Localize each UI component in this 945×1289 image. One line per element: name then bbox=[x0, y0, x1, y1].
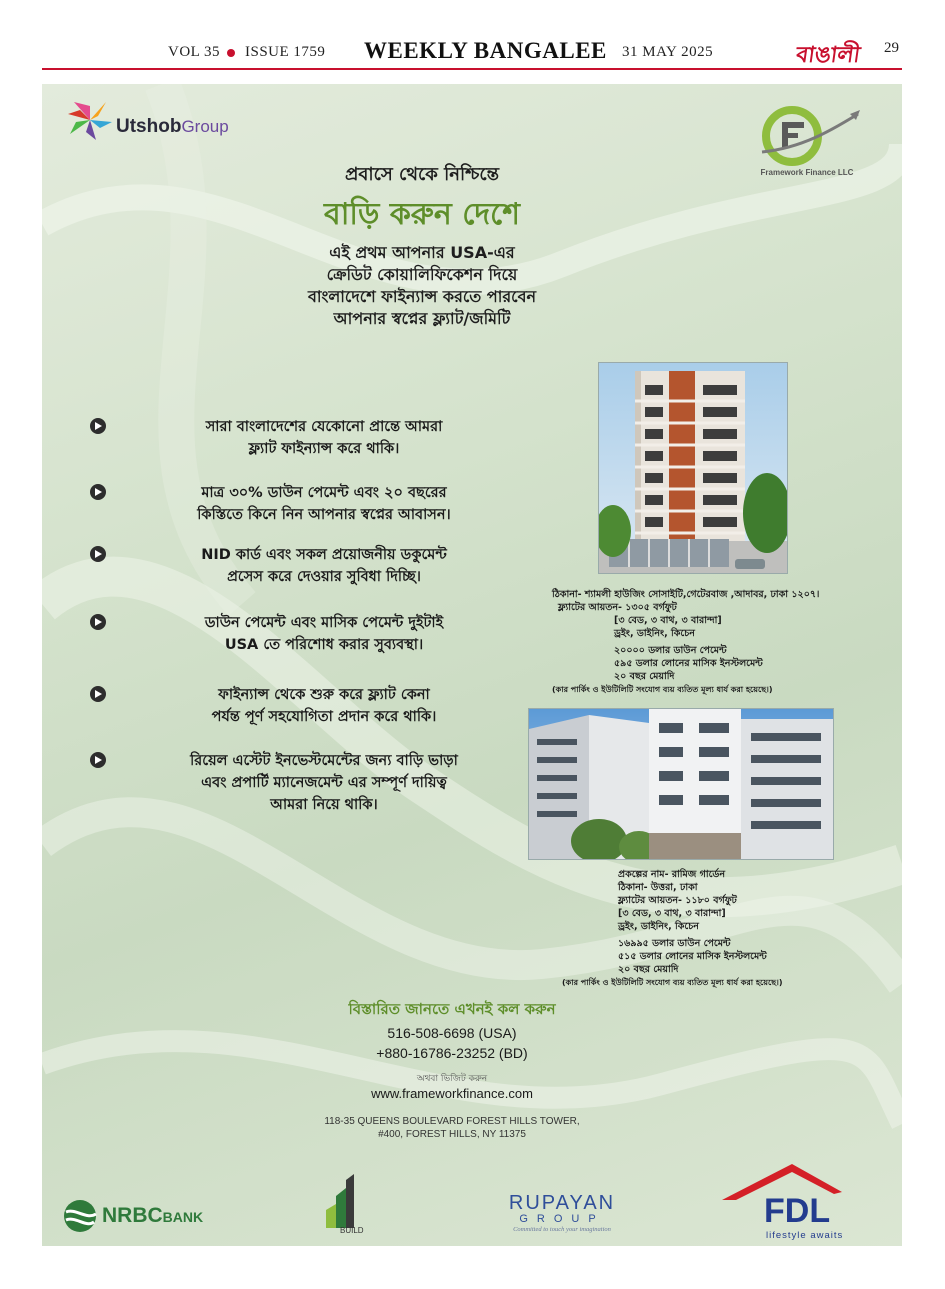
feature-line: কিস্তিতে কিনে নিন আপনার স্বপ্নের আবাসন। bbox=[197, 507, 451, 523]
building-photo-ramij-garden bbox=[528, 708, 834, 860]
project2-term: ২০ বছর মেয়াদি bbox=[618, 964, 679, 975]
subhead bbox=[242, 242, 602, 330]
project1-term: ২০ বছর মেয়াদি bbox=[614, 671, 675, 682]
nrbc-text: NRBC bbox=[102, 1204, 163, 1227]
project1-size: ফ্ল্যাটের আয়তন- ১৩০৫ বর্গফুট bbox=[558, 602, 677, 613]
feature-line: এবং প্রপার্টি ম্যানেজমেন্ট এর সম্পূর্ণ দায়িত্ব bbox=[201, 775, 447, 791]
building-photo-shyamoli bbox=[598, 362, 788, 574]
call-to-action: বিস্তারিত জানতে এখনই কল করুন bbox=[348, 1000, 556, 1018]
bangalee-logo: বাঙালী bbox=[794, 43, 862, 68]
project1-installment: ৫৯৫ ডলার লোনের মাসিক ইনস্টলমেন্ট bbox=[614, 658, 763, 669]
feature-line: রিয়েল এস্টেট ইনভেস্টমেন্টের জন্য বাড়ি ভাড়া bbox=[190, 753, 458, 769]
feature-line: পর্যন্ত পূর্ণ সহযোগিতা প্রদান করে থাকি। bbox=[211, 709, 437, 725]
project2-address: ঠিকানা- উত্তরা, ঢাকা bbox=[618, 882, 698, 893]
separator-dot-icon bbox=[227, 49, 235, 57]
fdl-text: FDL bbox=[764, 1192, 831, 1230]
project1-details bbox=[552, 588, 819, 696]
subhead-line: ক্রেডিট কোয়ালিফিকেশন দিয়ে bbox=[326, 265, 518, 284]
project2-amenities: ড্রইং, ডাইনিং, কিচেন bbox=[618, 921, 699, 932]
feature-line: সারা বাংলাদেশের যেকোনো প্রান্তে আমরা bbox=[205, 419, 443, 435]
project1-note: (কার পার্কিং ও ইউটিলিটি সংযোগ ব্যয় ব্যতিত মূল্য ধার্য করা হয়েছে।) bbox=[552, 685, 773, 694]
feature-item bbox=[92, 416, 532, 460]
utshob-logo-text: Utshob bbox=[116, 116, 182, 137]
utshob-logo-suffix: Group bbox=[181, 117, 229, 136]
project2-installment: ৫১৫ ডলার লোনের মাসিক ইনস্টলমেন্ট bbox=[618, 951, 767, 962]
project2-name: প্রকল্পের নাম- রামিজ গার্ডেন bbox=[618, 869, 726, 880]
subhead-line: বাংলাদেশে ফাইন্যান্স করতে পারবেন bbox=[307, 287, 537, 306]
arrow-bullet-icon bbox=[90, 546, 106, 562]
project2-downpayment: ১৬৯৯৫ ডলার ডাউন পেমেন্ট bbox=[618, 938, 731, 949]
rupayan-group-logo bbox=[482, 1192, 642, 1242]
fdl-logo bbox=[722, 1162, 872, 1242]
headline-small: প্রবাসে থেকে নিশ্চিন্তে bbox=[344, 164, 500, 185]
feature-line: মাত্র ৩০% ডাউন পেমেন্ট এবং ২০ বছরের bbox=[201, 485, 447, 501]
feature-line: ডাউন পেমেন্ট এবং মাসিক পেমেন্ট দুইটাই bbox=[204, 615, 444, 631]
arrow-bullet-icon bbox=[90, 484, 106, 500]
nrbc-bank-logo bbox=[62, 1196, 242, 1236]
arrow-bullet-icon bbox=[90, 686, 106, 702]
nrbc-suffix: BANK bbox=[162, 1209, 204, 1225]
arrow-bullet-icon bbox=[90, 418, 106, 434]
feature-line: NID কার্ড এবং সকল প্রয়োজনীয় ডকুমেন্ট bbox=[201, 547, 447, 563]
project2-note: (কার পার্কিং ও ইউটিলিটি সংযোগ ব্যয় ব্যতিত মূল্য ধার্য করা হয়েছে।) bbox=[562, 978, 783, 987]
volume-label: VOL 35 bbox=[168, 44, 221, 60]
project1-downpayment: ২০০০০ ডলার ডাউন পেমেন্ট bbox=[614, 645, 727, 656]
nrbc-globe-icon bbox=[62, 1198, 98, 1234]
project2-size: ফ্ল্যাটের আয়তন- ১১৮০ বর্গফুট bbox=[618, 895, 737, 906]
rupayan-subtext: GROUP bbox=[519, 1213, 605, 1225]
contact-block bbox=[242, 998, 662, 1141]
masthead-rule bbox=[42, 68, 902, 70]
masthead bbox=[0, 0, 945, 70]
build-text: BUILD bbox=[340, 1226, 364, 1235]
project2-details bbox=[562, 868, 783, 989]
arrow-bullet-icon bbox=[90, 752, 106, 768]
project2-rooms: [৩ বেড, ৩ বাথ, ৩ বারান্দা] bbox=[618, 908, 726, 919]
feature-item bbox=[92, 750, 532, 816]
address bbox=[242, 1115, 662, 1141]
feature-item bbox=[92, 544, 532, 588]
pinwheel-icon bbox=[66, 98, 114, 142]
framework-finance-caption: Framework Finance LLC bbox=[760, 168, 854, 177]
feature-line: আমরা নিয়ে থাকি। bbox=[270, 797, 378, 813]
issue-date: 31 MAY 2025 bbox=[622, 44, 714, 60]
project1-amenities: ড্রইং, ডাইনিং, কিচেন bbox=[614, 628, 695, 639]
build-logo bbox=[322, 1174, 372, 1238]
subhead-line: এই প্রথম আপনার USA-এর bbox=[329, 243, 515, 262]
subhead-line: আপনার স্বপ্নের ফ্ল্যাট/জমিটি bbox=[333, 309, 511, 328]
feature-line: USA তে পরিশোধ করার সুব্যবস্থা। bbox=[224, 637, 424, 653]
issue-label: ISSUE 1759 bbox=[245, 44, 326, 60]
newspaper-title: WEEKLY BANGALEE bbox=[364, 38, 607, 63]
utshob-group-logo bbox=[66, 98, 286, 146]
arrow-bullet-icon bbox=[90, 614, 106, 630]
advertisement bbox=[42, 84, 902, 1246]
feature-line: ফাইন্যান্স থেকে শুরু করে ফ্ল্যাট কেনা bbox=[218, 687, 430, 703]
address-line: 118-35 QUEENS BOULEVARD FOREST HILLS TOWER, bbox=[324, 1116, 580, 1127]
phone-bd[interactable]: +880-16786-23252 (BD) bbox=[376, 1045, 528, 1061]
framework-finance-emblem-icon bbox=[742, 100, 872, 166]
visit-label: অথবা ভিজিট করুন bbox=[416, 1074, 488, 1084]
feature-line: প্রসেস করে দেওয়ার সুবিধা দিচ্ছি। bbox=[227, 569, 421, 585]
fdl-tagline: lifestyle awaits bbox=[766, 1230, 844, 1241]
headline-main: বাড়ি করুন দেশে bbox=[324, 197, 520, 232]
phone-usa[interactable]: 516-508-6698 (USA) bbox=[387, 1025, 517, 1041]
feature-item bbox=[92, 612, 532, 656]
feature-item bbox=[92, 684, 532, 728]
rupayan-text: RUPAYAN bbox=[508, 1192, 616, 1214]
project1-rooms: [৩ বেড, ৩ বাথ, ৩ বারান্দা] bbox=[614, 615, 722, 626]
page-number: 29 bbox=[884, 40, 899, 56]
feature-line: ফ্ল্যাট ফাইন্যান্স করে থাকি। bbox=[248, 441, 400, 457]
project1-address: ঠিকানা- শ্যামলী হাউজিং সোসাইটি,গেটেরবাজ ,আদাবর, ঢাকা ১২০৭। bbox=[552, 589, 820, 600]
framework-finance-logo bbox=[742, 100, 872, 200]
website-link[interactable]: www.frameworkfinance.com bbox=[371, 1086, 533, 1101]
rupayan-tagline: Committed to touch your imagination bbox=[513, 1226, 611, 1233]
address-line: #400, FOREST HILLS, NY 11375 bbox=[378, 1129, 526, 1140]
build-tower-icon bbox=[322, 1174, 372, 1228]
feature-item bbox=[92, 482, 532, 526]
